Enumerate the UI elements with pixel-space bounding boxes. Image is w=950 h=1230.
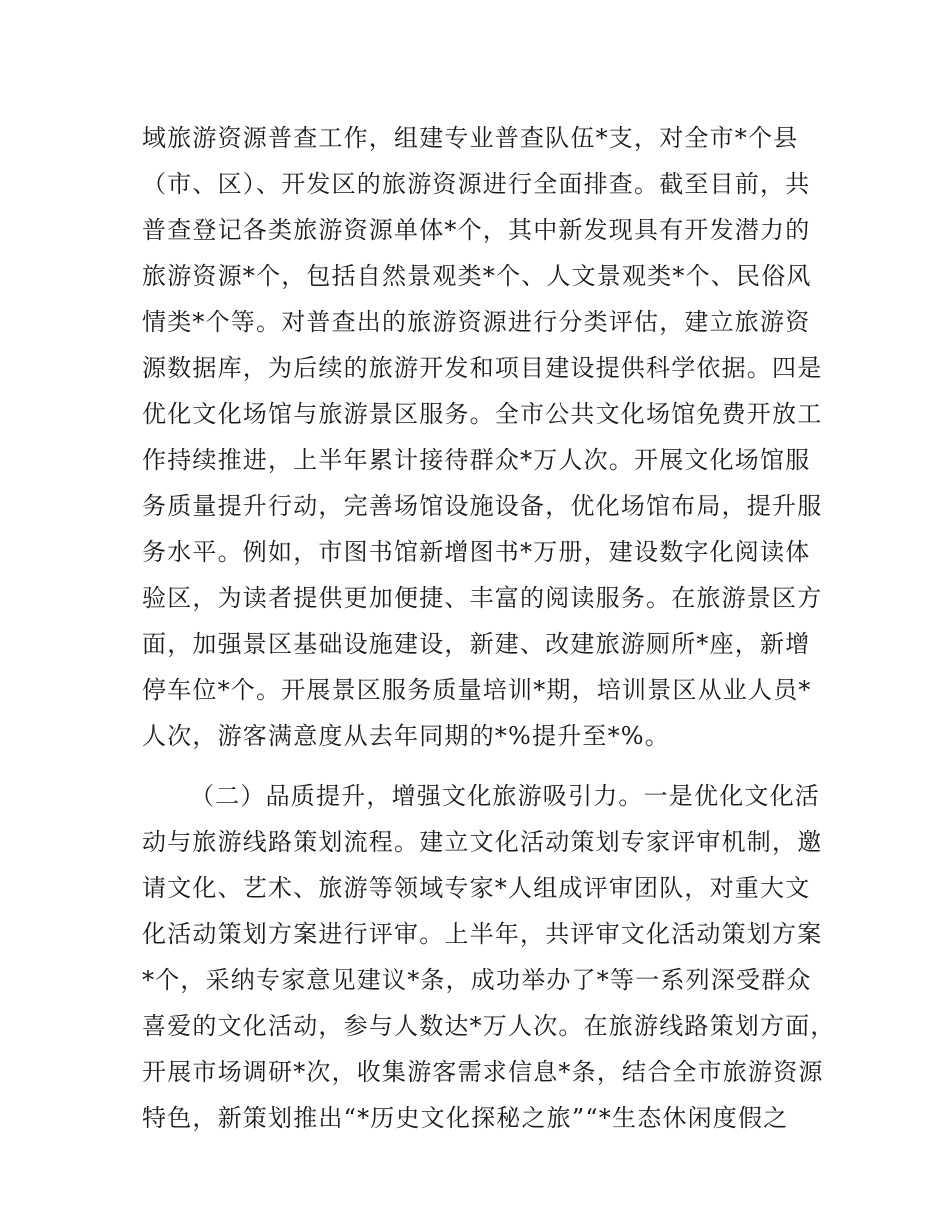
text-line: 化活动策划方案进行评审。上半年，共评审文化活动策划方案 — [142, 920, 823, 948]
text-line: 喜爱的文化活动，参与人数达*万人次。在旅游线路策划方面， — [142, 1012, 836, 1040]
paragraph-spacer — [142, 759, 822, 773]
text-line: 务水平。例如，市图书馆新增图书*万册，建设数字化阅读体 — [142, 538, 811, 566]
text-line: 人次，游客满意度从去年同期的*%提升至*%。 — [142, 722, 671, 750]
text-line: 请文化、艺术、旅游等领域专家*人组成评审团队，对重大文 — [142, 874, 811, 902]
text-line: （市、区）、开发区的旅游资源进行全面排查。截至目前，共 — [142, 170, 811, 198]
text-line: 旅游资源*个，包括自然景观类*个、人文景观类*个、民俗风 — [142, 262, 812, 290]
text-line: 务质量提升行动，完善场馆设施设备，优化场馆布局，提升服 — [142, 492, 823, 520]
text-line: 作持续推进，上半年累计接待群众*万人次。开展文化场馆服 — [142, 446, 811, 474]
text-line: 域旅游资源普查工作，组建专业普查队伍*支，对全市*个县 — [142, 124, 799, 152]
text-line: 优化文化场馆与旅游景区服务。全市公共文化场馆免费开放工 — [142, 400, 823, 428]
text-line: 停车位*个。开展景区服务质量培训*期，培训景区从业人员* — [142, 676, 812, 704]
text-line: 情类*个等。对普查出的旅游资源进行分类评估，建立旅游资 — [142, 308, 811, 336]
text-line: 普查登记各类旅游资源单体*个，其中新发现具有开发潜力的 — [142, 216, 811, 244]
text-line: 验区，为读者提供更加便捷、丰富的阅读服务。在旅游景区方 — [142, 584, 823, 612]
text-line: 源数据库，为后续的旅游开发和项目建设提供科学依据。四是 — [142, 354, 823, 382]
text-line: 动与旅游线路策划流程。建立文化活动策划专家评审机制，邀 — [142, 828, 823, 856]
text-line: *个，采纳专家意见建议*条，成功举办了*等一系列深受群众 — [142, 966, 812, 994]
text-line: 特色，新策划推出“*历史文化探秘之旅”“*生态休闲度假之 — [142, 1104, 789, 1132]
document-body — [142, 115, 836, 1141]
text-line: 开展市场调研*次，收集游客需求信息*条，结合全市旅游资源 — [142, 1058, 824, 1086]
text-line: 面，加强景区基础设施建设，新建、改建旅游厕所*座，新增 — [142, 630, 811, 658]
section-heading-line: （二）品质提升，增强文化旅游吸引力。一是优化文化活 — [190, 782, 820, 810]
paragraph-continuation — [142, 115, 822, 759]
paragraph-section-two — [142, 773, 836, 1141]
